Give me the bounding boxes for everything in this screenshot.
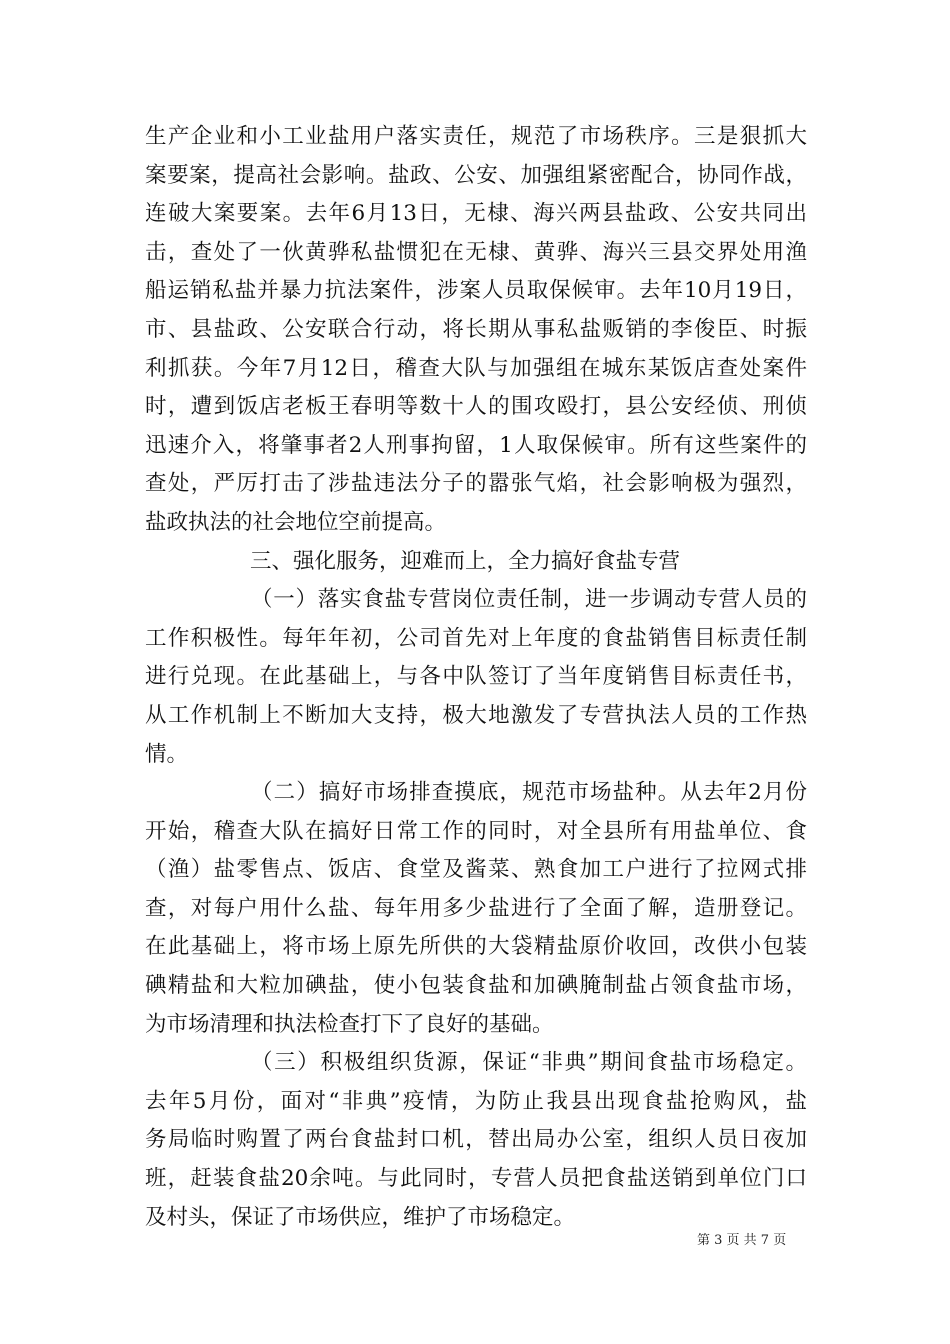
- section-heading: 三、强化服务，迎难而上，全力搞好食盐专营: [250, 548, 681, 574]
- text-line: 及村头，保证了市场供应，维护了市场稳定。: [145, 1204, 576, 1230]
- text-line: （渔）盐零售点、饭店、食堂及酱菜、熟食加工户进行了拉网式排: [145, 857, 807, 883]
- text-line: 为市场清理和执法检查打下了良好的基础。: [145, 1011, 554, 1037]
- text-line: 查，对每户用什么盐、每年用多少盐进行了全面了解，造册登记。: [145, 895, 807, 921]
- text-line: 开始，稽查大队在搞好日常工作的同时，对全县所有用盐单位、食: [145, 818, 807, 844]
- text-line: 时，遭到饭店老板王春明等数十人的围攻殴打，县公安经侦、刑侦: [145, 394, 807, 420]
- text-line: 生产企业和小工业盐用户落实责任，规范了市场秩序。三是狠抓大: [145, 124, 807, 149]
- document-body: [145, 118, 807, 1237]
- text-line: 迅速介入，将肇事者2人刑事拘留，1人取保候审。所有这些案件的: [145, 432, 807, 458]
- subsection-heading: （一）落实食盐专营岗位责任制，进一步调动专营人员的: [251, 587, 807, 613]
- text-line: 船运销私盐并暴力抗法案件，涉案人员取保候审。去年10月19日，: [145, 278, 807, 304]
- subsection-heading: （二）搞好市场排查摸底，规范市场盐种。从去年2月份: [251, 780, 807, 806]
- page-number: 第 3 页 共 7 页: [697, 1233, 787, 1248]
- text-line: 在此基础上，将市场上原先所供的大袋精盐原价收回，改供小包装: [145, 934, 807, 960]
- text-line: 情。: [145, 741, 189, 767]
- text-line: 利抓获。今年7月12日，稽查大队与加强组在城东某饭店查处案件: [145, 355, 807, 381]
- text-line: 击，查处了一伙黄骅私盐惯犯在无棣、黄骅、海兴三县交界处用渔: [145, 239, 807, 265]
- text-line: 案要案，提高社会影响。盐政、公安、加强组紧密配合，协同作战，: [145, 162, 807, 188]
- text-line: 连破大案要案。去年6月13日，无棣、海兴两县盐政、公安共同出: [145, 201, 807, 227]
- subsection-heading: （三）积极组织货源，保证“非典”期间食盐市场稳定。: [251, 1050, 807, 1076]
- text-line: 务局临时购置了两台食盐封口机，替出局办公室，组织人员日夜加: [145, 1127, 807, 1153]
- text-line: 去年5月份，面对“非典”疫情，为防止我县出现食盐抢购风，盐: [145, 1088, 807, 1114]
- text-line: 碘精盐和大粒加碘盐，使小包装食盐和加碘腌制盐占领食盐市场，: [145, 973, 807, 999]
- text-line: 查处，严厉打击了涉盐违法分子的嚣张气焰，社会影响极为强烈，: [145, 471, 807, 497]
- text-line: 盐政执法的社会地位空前提高。: [145, 509, 447, 535]
- text-line: 工作积极性。每年年初，公司首先对上年度的食盐销售目标责任制: [145, 625, 807, 651]
- text-line: 从工作机制上不断加大支持，极大地激发了专营执法人员的工作热: [145, 702, 807, 728]
- text-line: 进行兑现。在此基础上，与各中队签订了当年度销售目标责任书，: [145, 664, 807, 690]
- text-line: 市、县盐政、公安联合行动，将长期从事私盐贩销的李俊臣、时振: [145, 316, 807, 342]
- text-line: 班，赶装食盐20余吨。与此同时，专营人员把食盐送销到单位门口: [145, 1166, 807, 1192]
